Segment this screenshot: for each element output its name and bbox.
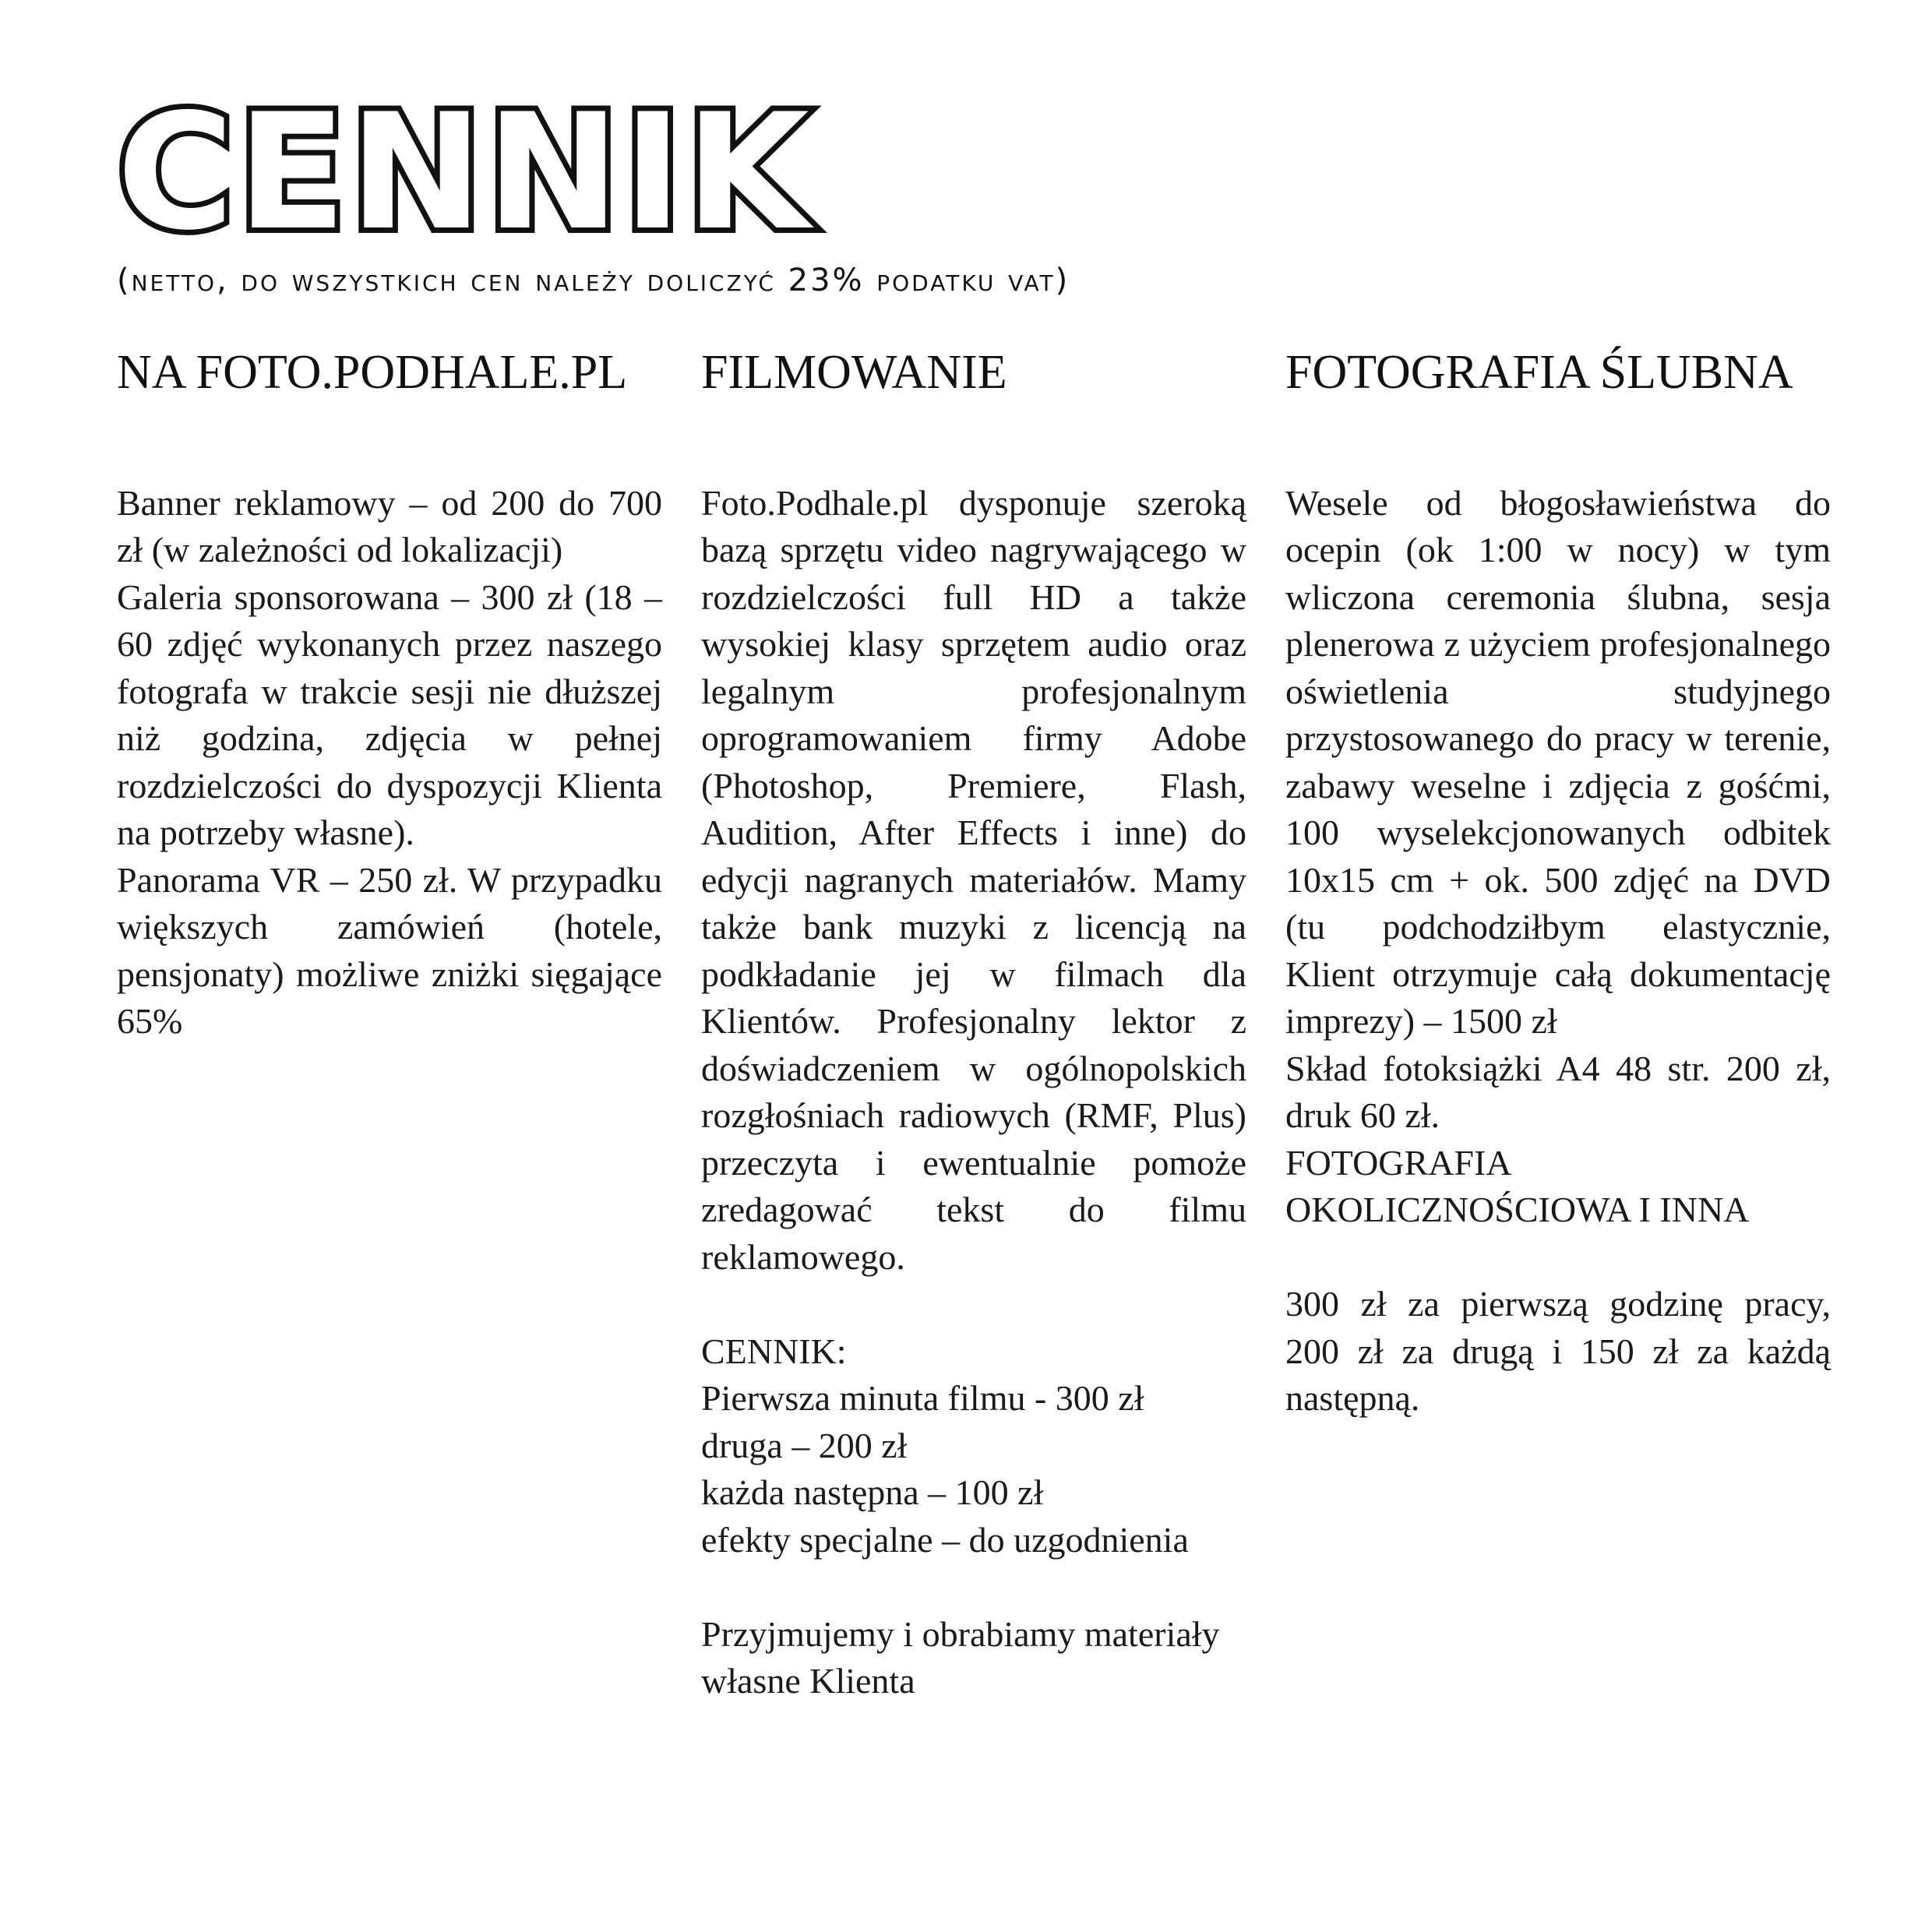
paragraph-panorama: Panorama VR – 250 zł. W przypadku większych zamówień (hotele, pensjonaty) możliwe zniżki sięgające 65%	[117, 859, 662, 1041]
price-line: druga – 200 zł	[701, 1425, 908, 1465]
paragraph-note: Przyjmujemy i obrabiamy materiały własne Klienta	[701, 1613, 1220, 1701]
column-body	[1285, 480, 1831, 1423]
column-body	[117, 480, 662, 1045]
paragraph-wesele: Wesele od błogosławieństwa do ocepin (ok 1:00 w nocy) w tym wliczona ceremonia ślubna, sesja plenerowa z użyciem profesjonalnego oświetlenia studyjnego przystosowanego do pracy w terenie, zabawy weselne i zdjęcia z gośćmi, 100 wyselekcjonowanych odbitek 10x15 cm + ok. 500 zdjęć na DVD (tu podchodziłbym elastycznie, Klient otrzymuje całą dokumentację imprezy) – 1500 zł	[1285, 482, 1831, 1041]
okolicznosciowa-heading: FOTOGRAFIA OKOLICZNOŚCIOWA I INNA	[1285, 1142, 1750, 1229]
column-filmowanie	[701, 343, 1246, 1705]
price-list	[701, 1328, 1246, 1564]
paragraph-galeria: Galeria sponsorowana – 300 zł (18 – 60 zdjęć wykonanych przez naszego fotografa w trakcie sesji nie dłuższej niż godzina, zdjęcia w pełnej rozdzielczości do dyspozycji Klienta na potrzeby własne).	[117, 576, 662, 852]
paragraph-okolicznosciowa: 300 zł za pierwszą godzinę pracy, 200 zł za drugą i 150 zł za każdą następną.	[1285, 1284, 1831, 1418]
page-title: CENNIK	[117, 80, 813, 266]
paragraph-description: Foto.Podhale.pl dysponuje szeroką bazą sprzętu video nagrywającego w rozdzielczości full HD a także wysokiej klasy sprzętem audio oraz legalnym profesjonalnym oprogramowaniem firmy Adobe (Photoshop, Premiere, Flash, Audition, After Effects i inne) do edycji nagranych materiałów. Mamy także bank muzyki z licencją na podkładanie jej w filmach dla Klientów. Profesjonalny lektor z doświadczeniem w ogólnopolskich rozgłośniach radiowych (RMF, Plus) przeczyta i ewentualnie pomoże zredagować tekst do filmu reklamowego.	[701, 482, 1246, 1277]
paragraph-banner: Banner reklamowy – od 200 do 700 zł (w zależności od lokalizacji)	[117, 482, 662, 569]
column-foto-podhale	[117, 343, 662, 1045]
column-heading: FOTOGRAFIA ŚLUBNA	[1285, 346, 1793, 399]
price-line: efekty specjalne – do uzgodnienia	[701, 1519, 1189, 1560]
price-line: każda następna – 100 zł	[701, 1472, 1044, 1512]
paragraph-fotoksiazka: Skład fotoksiążki A4 48 str. 200 zł, druk 60 zł.	[1285, 1048, 1831, 1135]
price-list-heading: CENNIK:	[701, 1331, 847, 1371]
column-body	[701, 480, 1246, 1705]
column-heading: NA FOTO.PODHALE.PL	[117, 346, 628, 399]
column-heading: FILMOWANIE	[701, 346, 1007, 399]
price-line: Pierwsza minuta filmu - 300 zł	[701, 1378, 1144, 1418]
column-fotografia-slubna	[1285, 343, 1831, 1423]
page-subtitle: (netto, do wszystkich cen należy doliczyć 23% podatku vat)	[117, 263, 1070, 298]
